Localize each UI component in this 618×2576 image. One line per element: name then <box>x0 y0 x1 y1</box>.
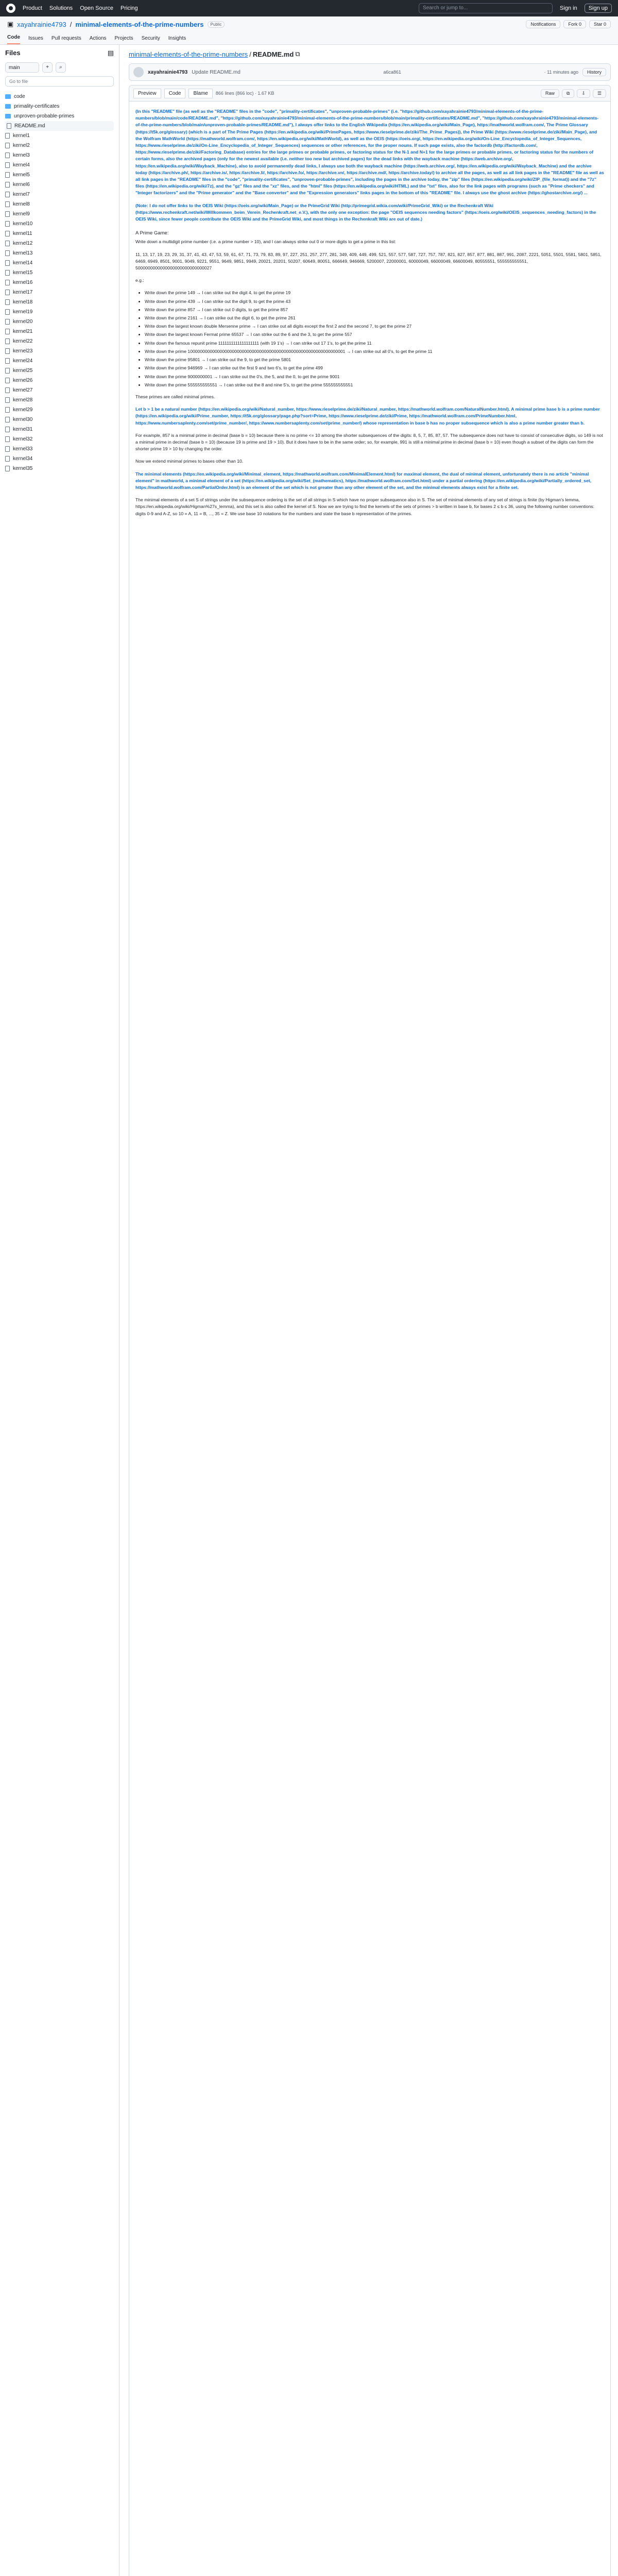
commit-sha[interactable]: a6ca861 <box>383 70 401 75</box>
global-search-input[interactable]: Search or jump to... <box>419 3 553 13</box>
file-icon <box>5 309 10 315</box>
tree-item-kernel[interactable] <box>5 141 114 150</box>
menu-icon[interactable]: ☰ <box>593 89 606 98</box>
file-icon <box>5 280 10 285</box>
tree-label: code <box>14 94 25 99</box>
repo-icon: ▣ <box>7 20 14 28</box>
tree-label: kernel34 <box>13 456 33 462</box>
example-item: • Write down the prime 149 → I can strike out the digit 4, to get the prime 19 <box>145 290 604 296</box>
folder-icon <box>5 114 11 118</box>
tree-item-kernel[interactable] <box>5 239 114 248</box>
tree-label: kernel32 <box>13 436 33 442</box>
tree-label: kernel6 <box>13 182 30 188</box>
example-item: • Write down the prime 2161 → I can strike out the digit 6, to get the prime 261 <box>145 315 604 321</box>
tree-label: kernel28 <box>13 397 33 403</box>
breadcrumb-repo-link[interactable]: minimal-elements-of-the-prime-numbers <box>129 50 248 58</box>
tree-label: kernel5 <box>13 172 30 178</box>
tab-projects[interactable]: Projects <box>114 36 133 41</box>
nav-solutions[interactable]: Solutions <box>49 5 73 11</box>
example-item: • Write down the largest known double Mersenne prime → I can strike out all digits except the first 2 and the second 7, to get the prime 27 <box>145 323 604 330</box>
example-item: • Write down the largest known Fermat prime 65537 → I can strike out the 6 and the 3, to get the prime 557 <box>145 331 604 338</box>
examples-label: e.g.: <box>135 278 144 283</box>
file-icon <box>5 192 10 197</box>
copy-path-icon[interactable]: ⧉ <box>295 50 300 58</box>
tab-actions[interactable]: Actions <box>89 36 107 41</box>
sign-in-link[interactable]: Sign in <box>560 5 577 11</box>
tree-label: kernel4 <box>13 162 30 168</box>
extension-text: Now we extend minimal primes to bases other than 10. <box>135 459 244 464</box>
readme-intro: (In this "README" file (as well as the "README" files in the "code", "primality-certificates", "unproven-probable-primes" (i.e. "https://github.com/xayahrainie4793/minimal-elements-of-the-prime-numbers/blob/main/code/README.md", "https://github.com/xayahrainie4793/minimal-elements-of-the-prime-numbers/blob/main/primality-certificates/README.md", "https://github.com/xayahrainie4793/minimal-elements-of-the-prime-numbers/blob/main/unproven-probable-primes/README.md"), I always offer links to the English Wikipedia (https://en.wikipedia.org/wiki/Main_Page), https://mathworld.wolfram.com/, The Prime Glossary (https://t5k.org/glossary) (which is a part of The Prime Pages (https://en.wikipedia.org/wiki/PrimePages, https://www.rieselprime.de/ziki/The_Prime_Pages)), the Prime Wiki (https://www.rieselprime.de/ziki/Main_Page), and the Wolfram MathWorld (https://mathworld.wolfram.com/, https://en.wikipedia.org/wiki/MathWorld), as well as the OEIS (https://oeis.org/, https://en.wikipedia.org/wiki/On-Line_Encyclopedia_of_Integer_Sequences, https://www.rieselprime.de/ziki/On-Line_Encyclopedia_of_Integer_Sequences) sequences or other references, for the proper nouns. If such page exists, also the factordb (http://factordb.com/, https://www.rieselprime.de/ziki/Factoring_Database) entries for the large primes or probable primes, or factoring status for the N-1 and N+1 for the large primes or probable primes, or factoring status for the numbers of certain forms, also the archived pages (only for the newest available (i.e. neither too new but archived pages) for the dead links with the wayback machine (https://web.archive.org/, https://en.wikipedia.org/wiki/Wayback_Machine), also to avoid permanently dead links, I always use both the wayback machine (https://web.archive.org/, https://en.wikipedia.org/wiki/Wayback_Machine) and the archive today (https://archive.ph/, https://archive.is/, https://archive.li/, https://archive.fo/, https://archive.vn/, https://archive.md/, https://archive.today/) to archive all the pages, as well as all link pages in the "README" file as well as all link pages in the "README" files in the "code", "primality-certificates", "unproven-probable-primes", including the pages in the archive today, the "zip" files (https://en.wikipedia.org/wiki/ZIP_(file_format)) and the "7z" files (https://en.wikipedia.org/wiki/7z), and the "gz" files and the "xz" files, and the "html" files (https://en.wikipedia.org/wiki/HTML) and the "txt" files, also for the link pages with programs (such as "Prime checkers" and "Integer factorizers" and the "Prime generator" and the "Base converter" and the "Expression generators" links pages in the bottom of this "README" file. I always use the ghost archive (https://ghostarchive.org/) ... <box>135 109 604 196</box>
latest-commit-bar <box>129 63 611 81</box>
tree-item-kernel[interactable] <box>5 346 114 356</box>
file-icon <box>5 182 10 188</box>
readme-preview <box>129 101 610 530</box>
file-icon <box>5 299 10 305</box>
folder-icon <box>5 94 11 99</box>
tree-item-primality-certificates[interactable] <box>5 101 114 111</box>
tree-item-kernel[interactable] <box>5 248 114 258</box>
tree-item-kernel[interactable] <box>5 434 114 444</box>
tree-item-kernel[interactable] <box>5 170 114 180</box>
sidebar-collapse-icon[interactable]: ▤ <box>107 49 114 57</box>
file-icon <box>5 172 10 178</box>
tree-label: kernel13 <box>13 250 33 256</box>
prime-list: 11, 13, 17, 19, 23, 29, 31, 37, 41, 43, 47, 53, 59, 61, 67, 71, 73, 79, 83, 89, 97, 227, 251, 257, 277, 281, 349, 409, 449, 499, 521, 557, 577, 587, 727, 757, 787, 821, 827, 857, 877, 881, 887, 991, 2087, 2221, 5051, 5501, 5581, 5801, 5851, 6469, 6949, 8501, 9001, 9049, 9221, 9551, 9649, 9851, 9949, 20021, 20201, 50207, 60649, 80051, 666649, 946669, 5200007, 22000001, 60000049, 66000049, 66600049, 80555551, 555555555551, 5000000000000000000000000000027 <box>135 251 602 271</box>
file-icon <box>5 387 10 393</box>
tree-item-kernel[interactable] <box>5 356 114 366</box>
repo-name-link[interactable]: minimal-elements-of-the-prime-numbers <box>75 20 204 28</box>
tab-pull-requests[interactable]: Pull requests <box>51 36 81 41</box>
tree-item-kernel[interactable] <box>5 454 114 464</box>
file-stats: 866 lines (866 loc) · 1.67 KB <box>215 91 274 96</box>
tree-item-kernel[interactable] <box>5 268 114 278</box>
tree-label: primality-certificates <box>14 104 60 109</box>
file-icon <box>5 162 10 168</box>
tree-label: kernel10 <box>13 221 33 227</box>
fork-button[interactable]: Fork 0 <box>563 20 586 28</box>
folder-icon <box>5 104 11 109</box>
tree-label: unproven-probable-primes <box>14 113 75 119</box>
example-item: • Write down the prime 1000000000000000000000000000000000000000000000000000000000000001 → I can strike out all 0's, to get the prime 11 <box>145 348 604 355</box>
tree-item-kernel[interactable] <box>5 366 114 376</box>
tree-item-kernel[interactable] <box>5 336 114 346</box>
minimal-primes-text: These primes are called minimal primes. <box>135 394 215 399</box>
tree-item-kernel[interactable] <box>5 464 114 473</box>
tree-item-kernel[interactable] <box>5 297 114 307</box>
file-actions <box>541 89 606 98</box>
file-icon <box>5 378 10 383</box>
history-button[interactable]: History <box>582 68 606 76</box>
tree-label: kernel8 <box>13 201 30 207</box>
breadcrumb-separator: / <box>249 50 251 58</box>
file-icon <box>5 152 10 158</box>
branch-selector[interactable]: main <box>5 62 39 73</box>
tree-item-kernel[interactable] <box>5 258 114 268</box>
tree-label: kernel14 <box>13 260 33 266</box>
file-icon <box>5 241 10 246</box>
tree-item-kernel[interactable] <box>5 150 114 160</box>
tree-label: kernel23 <box>13 348 33 354</box>
global-header <box>0 0 618 16</box>
tree-label: kernel21 <box>13 329 33 334</box>
blame-tab[interactable]: Blame <box>188 89 212 98</box>
repo-actions <box>526 20 611 28</box>
tree-item-kernel[interactable] <box>5 405 114 415</box>
files-title: Files <box>5 49 21 57</box>
minimal-elements-definition: The minimal elements (https://en.wikipedia.org/wiki/Minimal_element, https://mathworld.wolfram.com/MinimalElement.html) for maximal element, the dual of minimal element, unfortunately there is no article "minimal element" in mathworld, a minimal element of a set (https://en.wikipedia.org/wiki/Set_(mathematics), https://mathworld.wolfram.com/Set.html) under a partial ordering (https://en.wikipedia.org/wiki/Partially_ordered_set, https://mathworld.wolfram.com/PartialOrder.html) is an element of the set which is not greater than any other element of the set, and the minimal elements always exist for a finite set. <box>135 471 592 490</box>
example-item: • Write down the prime 555555555551 → I can strike out the 8 and nine 5's, to get the prime 555555555551 <box>145 382 604 388</box>
tree-label: README.md <box>14 123 45 129</box>
file-content <box>119 45 618 2576</box>
tree-item-kernel[interactable] <box>5 415 114 425</box>
file-icon <box>5 221 10 227</box>
tree-label: kernel22 <box>13 338 33 344</box>
tree-label: kernel1 <box>13 133 30 139</box>
tree-label: kernel11 <box>13 231 32 236</box>
go-to-file-input[interactable]: Go to file <box>5 76 114 87</box>
readme-note: (Note: I do not offer links to the OEIS Wiki (https://oeis.org/wiki/Main_Page) or the PrimeGrid Wiki (http://primegrid.wikia.com/wiki/PrimeGrid_Wiki) or the Rechenkraft Wiki (https://www.rechenkraft.net/wiki/Willkommen_beim_Verein_Rechenkraft.net_e.V.), with the only one exception: the page "OEIS sequences needing factors" (https://oeis.org/wiki/OEIS_sequences_needing_factors) in the OEIS Wiki, since fewer people contribute the OEIS Wiki and the PrimeGrid Wiki, and most things in the Rechenkraft Wiki are out of date.) <box>135 202 596 222</box>
tree-item-kernel[interactable] <box>5 199 114 209</box>
file-icon <box>5 348 10 354</box>
files-heading <box>5 49 114 57</box>
breadcrumb-file: README.md <box>252 50 294 58</box>
tree-item-kernel[interactable] <box>5 317 114 327</box>
file-icon <box>5 358 10 364</box>
tree-item-readme[interactable] <box>5 121 114 131</box>
repository-header <box>0 16 618 32</box>
tree-item-kernel[interactable] <box>5 160 114 170</box>
closing-text: The minimal elements of a set S of strings under the subsequence ordering is the set of all strings in S which have no proper subsequence also in S. The set of minimal elements of any set of strings is finite (by Higman's lemma, https://en.wikipedia.org/wiki/Higman%27s_lemma), and this set is also called the kernel of S. Now we are trying to find the kernels of the sets of primes > b written in base b, for bases 2 ≤ b ≤ 36, using the following number conventions: digits 0-9 and A-Z, so 10 = A, 11 = B, ..., 35 = Z. We use base 10 notations for the numbers and state the base b representation of the primes. <box>135 497 594 516</box>
add-file-icon[interactable]: + <box>42 62 53 73</box>
example-item: • Write down the prime 439 → I can strike out the digit 9, to get the prime 43 <box>145 298 604 305</box>
file-icon <box>7 123 11 129</box>
tree-label: kernel20 <box>13 319 33 325</box>
tree-item-unproven-probable-primes[interactable] <box>5 111 114 121</box>
tree-item-kernel[interactable] <box>5 385 114 395</box>
nav-pricing[interactable]: Pricing <box>121 5 138 11</box>
example-explanation: For example, 857 is a minimal prime in decimal (base b = 10) because there is no prime <= 10 among the shorter subsequences of the digits: 8, 5, 7, 85, 87, 57. The subsequence does not have to consist of consecutive digits, so 149 is not a minimal prime in decimal (base b = 10) (because 19 is prime and 19 > 10). But it does have to be in the same order; so, for example, 991 is still a minimal prime in decimal (base b = 10) even though a subset of the digits can form the shorter prime 19 > 10 by changing the order. <box>135 432 603 452</box>
file-icon <box>5 338 10 344</box>
tree-item-code[interactable] <box>5 92 114 101</box>
repository-tabs <box>0 32 618 45</box>
nav-open-source[interactable]: Open Source <box>80 5 114 11</box>
file-icon <box>5 270 10 276</box>
code-tab[interactable]: Code <box>164 89 186 98</box>
file-icon <box>5 417 10 422</box>
example-item: • Write down the prime 857 → I can strike out 0 digits, to get the prime 857 <box>145 307 604 313</box>
tree-label: kernel31 <box>13 427 33 432</box>
commit-time: · 11 minutes ago <box>544 70 578 75</box>
file-icon <box>5 427 10 432</box>
file-tree <box>5 92 114 473</box>
tree-item-kernel[interactable] <box>5 229 114 239</box>
tree-label: kernel27 <box>13 387 33 393</box>
examples-list <box>145 290 604 388</box>
file-icon <box>5 456 10 462</box>
tab-security[interactable]: Security <box>141 36 160 41</box>
raw-button[interactable]: Raw <box>541 89 559 98</box>
example-item: • Write down the famous repunit prime 1111111111111111111 (with 19 1's) → I can strike out 17 1's, to get the prime 11 <box>145 340 604 347</box>
file-icon <box>5 201 10 207</box>
tree-item-kernel[interactable] <box>5 219 114 229</box>
file-icon <box>5 250 10 256</box>
tab-code[interactable]: Code <box>7 35 20 44</box>
example-item: • Write down the prime 9000000001 → I can strike out the 0's, the 5, and the 0, to get the prime 9001 <box>145 374 604 380</box>
file-view-toolbar <box>129 86 610 101</box>
tree-item-kernel[interactable] <box>5 327 114 336</box>
tree-item-kernel[interactable] <box>5 180 114 190</box>
download-icon[interactable]: ⇩ <box>577 89 590 98</box>
file-icon <box>5 368 10 374</box>
example-item: • Write down the prime 946969 → I can strike out the first 9 and two 6's, to get the prime 499 <box>145 365 604 371</box>
repo-separator: / <box>70 20 72 28</box>
avatar[interactable] <box>133 67 144 77</box>
file-icon <box>5 143 10 148</box>
prime-game-text: Write down a multidigit prime number (i.e. a prime number > 10), and I can always strike out 0 or more digits to get a prime in this list: <box>135 239 396 245</box>
tree-item-kernel[interactable] <box>5 287 114 297</box>
file-icon <box>5 446 10 452</box>
sign-up-button[interactable]: Sign up <box>585 4 612 13</box>
tree-label: kernel2 <box>13 143 30 148</box>
tree-item-kernel[interactable] <box>5 307 114 317</box>
copy-icon[interactable]: ⧉ <box>562 89 574 98</box>
tree-item-kernel[interactable] <box>5 425 114 434</box>
tree-label: kernel35 <box>13 466 33 471</box>
file-icon <box>5 231 10 236</box>
tree-label: kernel3 <box>13 152 30 158</box>
tab-issues[interactable]: Issues <box>28 36 43 41</box>
file-viewer <box>129 85 611 2576</box>
tree-label: kernel17 <box>13 290 33 295</box>
tree-item-kernel[interactable] <box>5 190 114 199</box>
nav-product[interactable]: Product <box>23 5 42 11</box>
commit-author[interactable]: xayahrainie4793 <box>148 69 188 75</box>
tree-item-kernel[interactable] <box>5 395 114 405</box>
prime-game-heading: A Prime Game: <box>135 230 169 236</box>
tree-label: kernel26 <box>13 378 33 383</box>
file-icon <box>5 211 10 217</box>
tree-label: kernel15 <box>13 270 33 276</box>
star-button[interactable]: Star 0 <box>589 20 611 28</box>
tree-item-kernel[interactable] <box>5 278 114 287</box>
global-nav <box>23 5 138 11</box>
file-icon <box>5 407 10 413</box>
tree-item-kernel[interactable] <box>5 131 114 141</box>
file-icon <box>5 290 10 295</box>
tree-label: kernel33 <box>13 446 33 452</box>
tree-item-kernel[interactable] <box>5 376 114 385</box>
tree-item-kernel[interactable] <box>5 444 114 454</box>
file-icon <box>5 329 10 334</box>
file-icon <box>5 466 10 471</box>
tree-label: kernel9 <box>13 211 30 217</box>
github-logo-icon[interactable] <box>6 4 15 13</box>
file-icon <box>5 260 10 266</box>
notifications-button[interactable]: Notifications <box>526 20 560 28</box>
file-icon <box>5 133 10 139</box>
tree-label: kernel12 <box>13 241 33 246</box>
repo-visibility-badge: Public <box>208 21 225 28</box>
example-item: • Write down the prime 95801 → I can strike out the 9, to get the prime 5801 <box>145 357 604 363</box>
tree-label: kernel19 <box>13 309 33 315</box>
repository-main <box>0 45 618 2576</box>
minimal-prime-definition: Let b > 1 be a natural number (https://en.wikipedia.org/wiki/Natural_number, https://www.rieselprime.de/ziki/Natural_number, https://mathworld.wolfram.com/NaturalNumber.html). A minimal prime base b is a prime number (https://en.wikipedia.org/wiki/Prime_number, https://t5k.org/glossary/page.php?sort=Prime, https://www.rieselprime.de/ziki/Prime, https://mathworld.wolfram.com/PrimeNumber.html, https://www.numbersaplenty.com/set/prime_number/, https://www.numbersaplenty.com/set/prime_number/) whose representation in base b has no proper subsequence which is also a prime number greater than b. <box>135 406 600 426</box>
tab-insights[interactable]: Insights <box>168 36 186 41</box>
tree-label: kernel29 <box>13 407 33 413</box>
file-sidebar <box>0 45 119 2576</box>
commit-message[interactable]: Update README.md <box>192 69 241 75</box>
tree-label: kernel24 <box>13 358 33 364</box>
tree-item-kernel[interactable] <box>5 209 114 219</box>
file-icon <box>5 397 10 403</box>
preview-tab[interactable]: Preview <box>133 89 161 98</box>
tree-label: kernel7 <box>13 192 30 197</box>
search-file-icon[interactable]: ⌕ <box>56 62 66 73</box>
tree-label: kernel25 <box>13 368 33 374</box>
tree-label: kernel16 <box>13 280 33 285</box>
tree-label: kernel30 <box>13 417 33 422</box>
tree-label: kernel18 <box>13 299 33 305</box>
repo-owner-link[interactable]: xayahrainie4793 <box>17 20 66 28</box>
file-breadcrumb <box>129 49 611 59</box>
branch-controls <box>5 62 114 73</box>
file-icon <box>5 436 10 442</box>
file-icon <box>5 319 10 325</box>
